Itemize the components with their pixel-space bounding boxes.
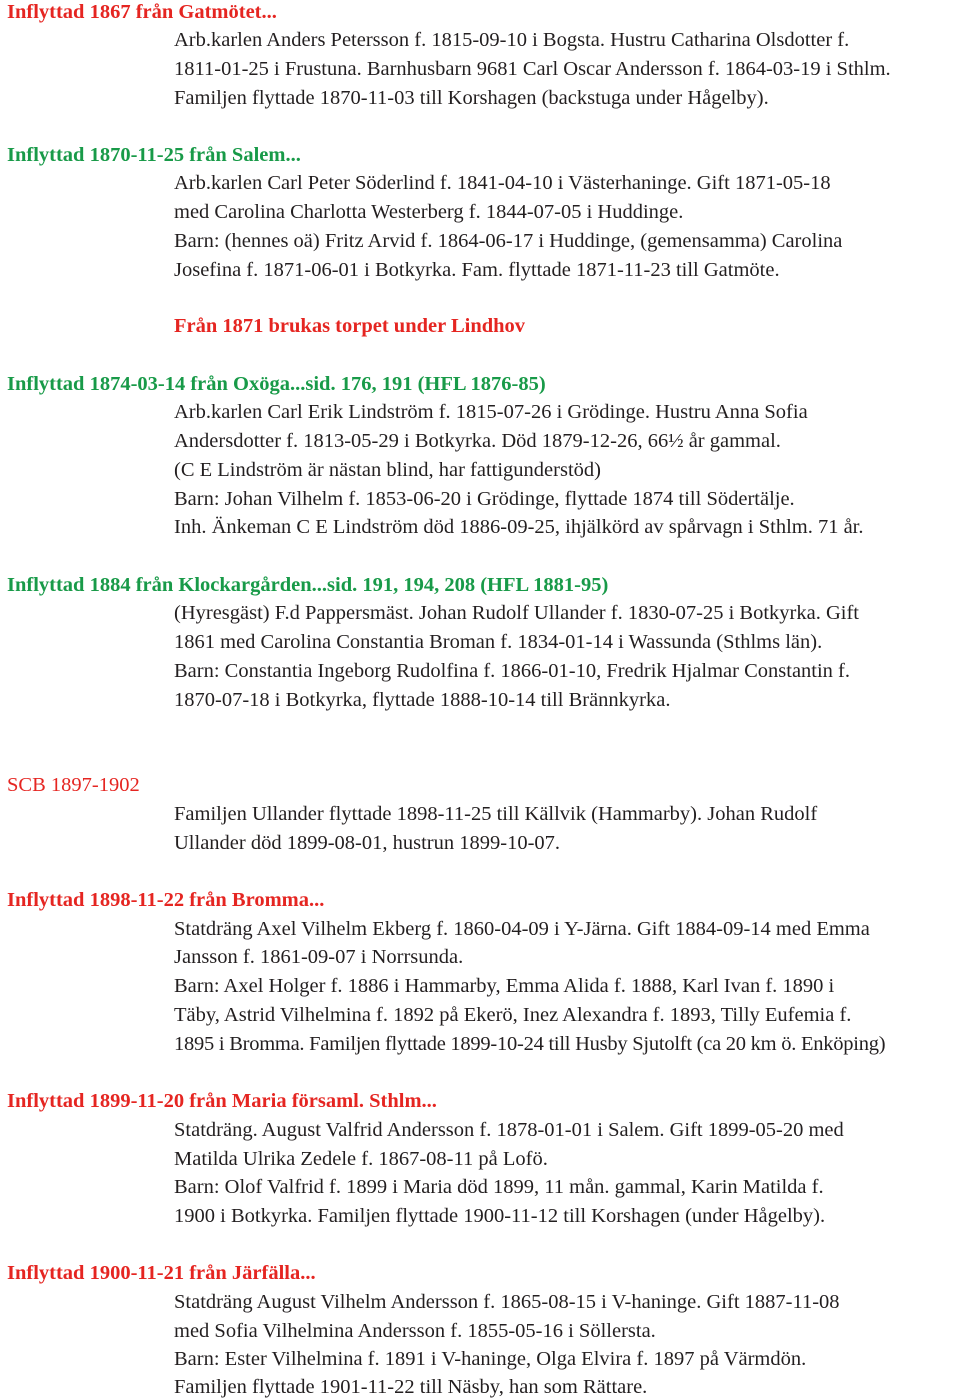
entry-line: Barn: Axel Holger f. 1886 i Hammarby, Emma Alida f. 1888, Karl Ivan f. 1890 i	[174, 975, 835, 997]
entry-line: (C E Lindström är nästan blind, har fattigunderstöd)	[174, 459, 601, 481]
entry-line: Arb.karlen Carl Peter Söderlind f. 1841-04-10 i Västerhaninge. Gift 1871-05-18	[174, 172, 831, 194]
section-heading: Inflyttad 1899-11-20 från Maria församl. Sthlm...	[7, 1090, 437, 1112]
entry-line: 1861 med Carolina Constantia Broman f. 1834-01-14 i Wassunda (Sthlms län).	[174, 631, 823, 653]
section-heading: Inflyttad 1870-11-25 från Salem...	[7, 144, 301, 166]
entry-line: Jansson f. 1861-09-07 i Norrsunda.	[174, 946, 464, 968]
entry-line: Barn: Johan Vilhelm f. 1853-06-20 i Grödinge, flyttade 1874 till Södertälje.	[174, 488, 795, 510]
entry-line: Familjen flyttade 1870-11-03 till Korshagen (backstuga under Hågelby).	[174, 87, 769, 109]
entry-line: Andersdotter f. 1813-05-29 i Botkyrka. Död 1879-12-26, 66½ år gammal.	[174, 430, 781, 452]
entry-line: Arb.karlen Carl Erik Lindström f. 1815-07-26 i Grödinge. Hustru Anna Sofia	[174, 401, 808, 423]
entry-line: Barn: Ester Vilhelmina f. 1891 i V-haninge, Olga Elvira f. 1897 på Värmdön.	[174, 1348, 807, 1370]
entry-line: Täby, Astrid Vilhelmina f. 1892 på Ekerö, Inez Alexandra f. 1893, Tilly Eufemia f.	[174, 1004, 852, 1026]
entry-line: Matilda Ulrika Zedele f. 1867-08-11 på Lofö.	[174, 1148, 548, 1170]
entry-line: 1895 i Bromma. Familjen flyttade 1899-10-24 till Husby Sjutolft (ca 20 km ö. Enköping)	[174, 1033, 886, 1055]
entry-line: Josefina f. 1871-06-01 i Botkyrka. Fam. flyttade 1871-11-23 till Gatmöte.	[174, 259, 780, 281]
entry-line: Barn: Constantia Ingeborg Rudolfina f. 1866-01-10, Fredrik Hjalmar Constantin f.	[174, 660, 851, 682]
entry-line: Statdräng August Vilhelm Andersson f. 1865-08-15 i V-haninge. Gift 1887-11-08	[174, 1291, 840, 1313]
entry-line: (Hyresgäst) F.d Pappersmäst. Johan Rudolf Ullander f. 1830-07-25 i Botkyrka. Gift	[174, 602, 859, 624]
section-heading: Inflyttad 1874-03-14 från Oxöga...sid. 176, 191 (HFL 1876-85)	[7, 373, 546, 395]
entry-line: 1870-07-18 i Botkyrka, flyttade 1888-10-14 till Brännkyrka.	[174, 689, 671, 711]
entry-line: Familjen flyttade 1901-11-22 till Näsby, han som Rättare.	[174, 1376, 648, 1398]
section-heading: Inflyttad 1867 från Gatmötet...	[7, 1, 277, 23]
section-heading: Inflyttad 1900-11-21 från Järfälla...	[7, 1262, 316, 1284]
section-heading: Inflyttad 1884 från Klockargården...sid. 191, 194, 208 (HFL 1881-95)	[7, 574, 609, 596]
section-heading: SCB 1897-1902	[7, 774, 140, 796]
entry-line: Familjen Ullander flyttade 1898-11-25 till Källvik (Hammarby). Johan Rudolf	[174, 803, 818, 825]
section-heading: Inflyttad 1898-11-22 från Bromma...	[7, 889, 325, 911]
entry-line: Arb.karlen Anders Petersson f. 1815-09-10 i Bogsta. Hustru Catharina Olsdotter f.	[174, 29, 850, 51]
entry-line: Barn: (hennes oä) Fritz Arvid f. 1864-06-17 i Huddinge, (gemensamma) Carolina	[174, 230, 843, 252]
entry-line: 1811-01-25 i Frustuna. Barnhusbarn 9681 Carl Oscar Andersson f. 1864-03-19 i Sthlm.	[174, 58, 891, 80]
entry-line: 1900 i Botkyrka. Familjen flyttade 1900-11-12 till Korshagen (under Hågelby).	[174, 1205, 826, 1227]
entry-line: Statdräng Axel Vilhelm Ekberg f. 1860-04-09 i Y-Järna. Gift 1884-09-14 med Emma	[174, 918, 870, 940]
entry-line: med Carolina Charlotta Westerberg f. 1844-07-05 i Huddinge.	[174, 201, 684, 223]
entry-line: Ullander död 1899-08-01, hustrun 1899-10-07.	[174, 832, 561, 854]
entry-line: Barn: Olof Valfrid f. 1899 i Maria död 1899, 11 mån. gammal, Karin Matilda f.	[174, 1176, 824, 1198]
entry-line: Inh. Änkeman C E Lindström död 1886-09-25, ihjälkörd av spårvagn i Sthlm. 71 år.	[174, 516, 864, 538]
entry-line: med Sofia Vilhelmina Andersson f. 1855-05-16 i Söllersta.	[174, 1320, 656, 1342]
section-note: Från 1871 brukas torpet under Lindhov	[174, 315, 526, 337]
entry-line: Statdräng. August Valfrid Andersson f. 1878-01-01 i Salem. Gift 1899-05-20 med	[174, 1119, 844, 1141]
